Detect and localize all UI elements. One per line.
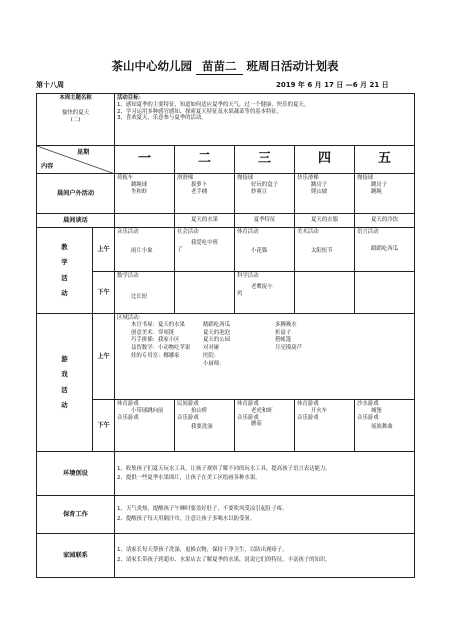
area-item: 搭帐篷	[275, 337, 292, 344]
goal-item: 2、学习运用多种感官感知、探索夏天特征及水果蔬菜等的基本特征。	[117, 108, 283, 115]
week-label: 第十八周	[36, 81, 64, 89]
talk-cell-mon	[115, 214, 175, 228]
games-label-char: 戏	[61, 370, 68, 379]
games-pm-tue	[175, 400, 235, 452]
outdoor-item: 坐和虾	[131, 188, 148, 195]
environment-row	[37, 452, 415, 496]
weekly-plan-table	[36, 93, 415, 578]
game-type: 沙水游戏	[357, 401, 379, 407]
lesson-type: 语言活动	[357, 229, 379, 235]
outdoor-item: 妙爽豆	[251, 188, 268, 195]
day-tuesday: 二	[175, 146, 235, 174]
talk-cell: 夏天的冷饮	[355, 214, 415, 228]
talk-cell: 夏季特征	[235, 214, 295, 228]
outdoor-item: 好玩的盒子	[251, 181, 278, 188]
game-title: 我要洗澡	[191, 424, 213, 431]
game-type: 体育游戏	[297, 401, 319, 407]
teaching-label-char: 教	[61, 242, 68, 251]
teaching-pm-tue	[175, 272, 235, 314]
games-label	[37, 314, 93, 452]
corner-top-label: 星期	[77, 149, 90, 156]
outdoor-cell-mon	[115, 174, 175, 214]
teaching-am-row	[37, 228, 415, 272]
am-label: 上午	[93, 314, 115, 400]
theme-name-cell	[37, 94, 115, 146]
area-item: 益智数学：小动物吃苹果	[131, 345, 191, 351]
teaching-label-char: 活	[61, 273, 68, 282]
outdoor-row	[37, 174, 415, 214]
outdoor-item: 老手捕	[191, 188, 208, 195]
title-suffix: 班周日活动计划表	[246, 59, 339, 73]
outdoor-item: 荷板车	[117, 175, 134, 181]
area-item	[131, 361, 201, 368]
teaching-pm-mon	[115, 272, 175, 314]
care-row	[37, 496, 415, 534]
lesson-type: 美术活动	[297, 229, 319, 235]
area-item: 巧手拼插：我家小区	[131, 337, 180, 344]
outdoor-item: 滑滑梯	[177, 175, 194, 181]
games-pm-fri	[355, 400, 415, 452]
teaching-am-thu	[295, 228, 355, 272]
lesson-title: 小花猫	[251, 247, 268, 254]
games-pm-thu	[295, 400, 355, 452]
day-friday: 五	[355, 146, 415, 174]
games-label-char: 活	[61, 385, 68, 394]
area-item: 折扇子	[275, 329, 292, 336]
pm-label: 下午	[93, 272, 115, 314]
lesson-title: 蹈蹈吃西瓜	[371, 245, 398, 252]
am-label: 上午	[93, 228, 115, 272]
family-label: 家园联系	[37, 534, 115, 578]
lesson-type: 社会活动	[177, 229, 199, 235]
game-type: 音乐游戏	[357, 414, 379, 421]
game-title: 瑶族舞曲	[371, 424, 393, 431]
game-title: 蘑菇	[251, 421, 262, 428]
teaching-pm-wed	[235, 272, 295, 314]
lesson-title-cont: 鸡	[237, 290, 243, 297]
game-type: 民间游戏	[177, 401, 199, 407]
outdoor-item: 跳房子	[371, 181, 388, 188]
area-item: 踏蹈吃西瓜	[203, 321, 230, 328]
theme-row	[37, 94, 415, 146]
game-title: 老虎和虾	[251, 407, 273, 414]
day-header-row	[37, 146, 415, 174]
talk-row	[37, 214, 415, 228]
games-pm-wed	[235, 400, 295, 452]
game-type: 体育游戏	[117, 401, 139, 407]
family-item: 2、请家长带孩子到超市、水果店去了解夏季的水果，说说它们的特征，丰富孩子的知识。	[117, 557, 331, 563]
lesson-title: 太阳扭节	[311, 247, 333, 254]
teaching-pm-row	[37, 272, 415, 314]
class-name: 苗苗二	[196, 58, 243, 75]
games-pm-row	[37, 400, 415, 452]
page-title	[0, 58, 450, 75]
day-wednesday: 三	[235, 146, 295, 174]
area-item	[275, 361, 345, 368]
goals-label: 活动目标：	[117, 95, 144, 101]
corner-bottom-label: 内容	[41, 163, 54, 170]
care-item: 2、提醒孩子每天用隔汗巾，注意让孩子多喝水以防受暑。	[117, 516, 256, 522]
teaching-am-mon	[115, 228, 175, 272]
outdoor-item: 拔萝卜	[191, 181, 208, 188]
game-type: 体育游戏	[237, 401, 259, 407]
area-item: 小厨师：	[203, 360, 225, 367]
outdoor-cell-thu	[295, 174, 355, 214]
teaching-pm-thu	[295, 272, 355, 314]
area-activity-grid	[117, 322, 412, 368]
family-row	[37, 534, 415, 578]
area-item: 对对碰	[203, 345, 220, 351]
game-type: 音乐游戏	[237, 414, 259, 421]
talk-cell: 夏天的水果	[175, 214, 235, 228]
theme-label: 本周主题名称	[59, 95, 92, 101]
game-type: 音乐游戏	[297, 414, 319, 421]
outdoor-item: 快乐滑梯	[297, 175, 319, 181]
game-title: 开火车	[311, 407, 328, 414]
game-title: 小带球跳向前	[131, 407, 164, 414]
care-item: 1、天气炎热，提醒孩子午睡时要盖好肚子，不要吹风受凉引起肚子疼。	[117, 506, 288, 513]
games-label-char: 游	[61, 354, 68, 363]
area-item: 娃的专用室：娜娜家	[131, 352, 180, 359]
teaching-am-tue	[175, 228, 235, 272]
theme-name-sub: (二)	[70, 116, 81, 123]
day-monday: 一	[115, 146, 175, 174]
environment-label: 环境创设	[37, 452, 115, 496]
goal-item: 3、喜欢夏天，乐意参与夏季的活动。	[117, 115, 207, 122]
teaching-label-char: 动	[61, 288, 68, 297]
outdoor-item: 爬山坡	[311, 188, 328, 195]
area-item: 医院：	[203, 352, 220, 359]
family-cell	[115, 534, 415, 578]
environment-cell	[115, 452, 415, 496]
theme-goals-cell	[115, 94, 415, 146]
games-label-char: 动	[61, 400, 68, 409]
area-activity-title: 区域活动：	[117, 315, 144, 321]
environment-item: 1、收集孩子们夏天玩水工具，让孩子观察了解不同的玩水工具，提高孩子语言表达能力。	[117, 465, 331, 472]
talk-cell: 夏天的衣服	[295, 214, 355, 228]
area-item: 夏天的泡泡	[203, 329, 230, 336]
pm-label: 下午	[93, 400, 115, 452]
teaching-am-wed	[235, 228, 295, 272]
day-thursday: 四	[295, 146, 355, 174]
teaching-pm-fri	[355, 272, 415, 314]
talk-label: 晨间谈话	[37, 214, 115, 228]
outdoor-item: 跳房子	[311, 181, 328, 188]
lesson-type: 科学活动	[237, 273, 259, 279]
lesson-title: 我爱吃中班	[191, 239, 218, 246]
lesson-title: 雨片小象	[131, 247, 153, 254]
game-type: 音乐游戏	[177, 414, 199, 421]
lesson-type: 体育活动	[237, 229, 259, 235]
lesson-title-cont: 了	[177, 246, 183, 253]
teaching-label-char: 学	[61, 258, 68, 267]
teaching-am-fri	[355, 228, 415, 272]
date-range: 2019 年 6 月 17 日 —6 月 21 日	[276, 81, 389, 89]
corner-cell	[37, 146, 115, 174]
outdoor-item: 跳绳	[371, 188, 382, 195]
game-title: 抬山桥	[191, 407, 208, 414]
outdoor-cell-fri	[355, 174, 415, 214]
outdoor-label: 晨间户外活动	[37, 174, 115, 214]
outdoor-item: 抛接球	[357, 175, 374, 181]
care-label: 保育工作	[37, 496, 115, 534]
games-am-cell	[115, 314, 415, 400]
games-am-row	[37, 314, 415, 400]
environment-item: 2、提供一些夏季水果图片，让孩子在美工区绘画各种水果。	[117, 474, 261, 481]
area-item: 多腾吸水	[275, 321, 297, 328]
lesson-type: 数学活动	[117, 273, 139, 279]
outdoor-item: 跳绳球	[131, 181, 148, 188]
area-item: 木宫书屋：夏天的水果	[131, 321, 185, 328]
lesson-type: 音乐活动	[117, 229, 139, 235]
outdoor-item: 抛接球	[237, 175, 254, 181]
goal-item: 1、感知夏季的主要特征，知道如何适应夏季的天气，过一个健康、快乐的夏天。	[117, 101, 310, 108]
game-type: 音乐游戏	[117, 414, 139, 421]
lesson-title: 老鹰捉小	[251, 283, 273, 290]
games-pm-mon	[115, 400, 175, 452]
lesson-title: 比长短	[131, 293, 148, 300]
area-item: 月亮摸葫芦	[275, 345, 302, 351]
care-cell	[115, 496, 415, 534]
school-name: 茶山中心幼儿园	[111, 59, 192, 73]
area-item: 夏天的公园	[203, 337, 230, 344]
area-item	[275, 353, 345, 360]
outdoor-cell-tue	[175, 174, 235, 214]
outdoor-cell-wed	[235, 174, 295, 214]
game-title: 城堡	[371, 407, 382, 414]
theme-name: 愉快的夏天	[62, 109, 89, 116]
area-item: 创意美术：穿项链	[131, 329, 175, 336]
teaching-label	[37, 228, 93, 314]
family-item: 1、请家长每天帮孩子洗澡，更换衣物，保持干净卫生，以防出现痱子。	[117, 547, 288, 554]
